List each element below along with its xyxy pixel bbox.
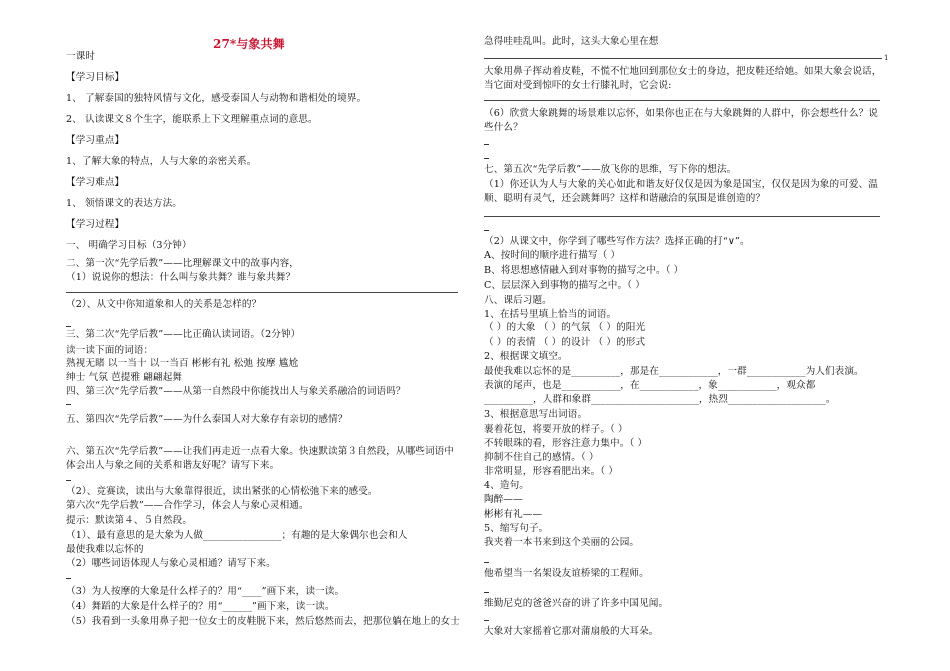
choice-option: A、按时间的顺序进行描写（ ） [484,250,621,261]
text-line: 4、造句。 [484,480,529,491]
text-line: 5、缩写句子。 [484,523,549,534]
text-line: 体会出人与象之间的关系和谐友好呢？请写下来。 [66,460,280,471]
text-line: （6）欣赏大象跳舞的场景难以忘怀，如果你也正在与大象跳舞的人群中，你会想些什么？说 [484,108,878,119]
text-line: （2）、从文中你知道象和人的关系是怎样的？ [66,299,262,310]
text-line: （2）从课文中，你学到了哪些写作方法？选择正确的打“∨”。 [484,236,750,247]
section-heading: 【学习过程】 [66,219,125,230]
text-line: 第六次“先学后教”——合作学习，体会人与象心灵相通。 [66,500,309,511]
vocabulary-line: 熟视无睹 以一当十 以一当百 彬彬有礼 松弛 按摩 尴尬 [66,358,299,369]
text-line: 最使我难以忘怀的 [66,544,144,555]
text-line: 2、 认读课文８个生字，能联系上下文理解重点词的意思。 [66,114,318,125]
text-line: 维勤尼克的爸爸兴奋的讲了许多中国见闻。 [484,598,669,609]
text-line: 急得哇哇乱叫。此时，这头大象心里在想 [484,36,659,47]
text-line: 三、第二次“先学后教”——比正确认读词语。（2分钟） [66,329,301,340]
section-heading: 【学习难点】 [66,177,125,188]
text-line: （2）、竞赛读，读出与大象靠得很近，读出紧张的心情松弛下来的感受。 [66,486,378,497]
text-line: 裹着花包，将要开放的样子。（ ） [484,424,628,435]
text-line: 1、 了解泰国的独特风情与文化，感受泰国人与动物和谐相处的境界。 [66,93,367,104]
text-line: 彬彬有礼—— [484,509,543,520]
answer-line [484,100,880,101]
answer-line [484,216,880,217]
answer-dash [66,578,71,579]
fill-blank-line: （ ）的大象 （ ）的气氛 （ ）的阳光 [484,322,646,333]
choice-option: C、层层深入到事物的描写之中。（ ） [484,280,645,291]
fill-blank-line: （ ）的表情 （ ）的设计 （ ）的形式 [484,337,646,348]
text-line: 1、 领悟课文的表达方法。 [66,198,182,209]
text-line: 不转眼珠的看，形容注意力集中。（ ） [484,438,648,449]
document-title: 27*与象共舞 [213,37,285,51]
text-line: 二、第一次“先学后教”——比理解课文中的故事内容， [66,258,299,269]
text-line: （1）说说你的想法：什么叫与象共舞？谁与象共舞？ [66,272,296,283]
text-line: （2）哪些词语体现人与象心灵相通？请写下来。 [66,558,276,569]
text-line: （5）我看到一头象用鼻子把一位女士的皮鞋脱下来，然后悠然而去，把那位躺在地上的女士 [66,616,460,627]
text-line: 四、第三次“先学后教”——从第一自然段中你能找出人与象关系融洽的词语吗？ [66,386,406,397]
answer-dash [66,404,71,405]
text-line: 我夹着一本书来到这个美丽的公园。 [484,537,640,548]
text-line: 读一读下面的词语： [66,345,154,356]
text-line: 五、第四次“先学后教”——为什么泰国人对大象存有亲切的感情？ [66,414,348,425]
answer-dash [66,326,71,327]
text-line: （3）为人按摩的大象是什么样子的？用“____”画下来，读一读。 [66,586,345,597]
text-line: 他希望当一名架设友谊桥梁的工程师。 [484,568,649,579]
text-line: 六、第五次“先学后教”——让我们再走近一点看大象。快速默读第３自然段，从哪些词语中 [66,446,455,457]
answer-dash [484,230,489,231]
text-line: 一课时 [66,51,96,62]
fill-blank-line: 表演的尾声，也是____________，在____________，象____________，观众都 [484,380,816,391]
text-line: 当它面对受到惊吓的女士行膝礼时，它会说: [484,80,672,91]
answer-dash [484,562,489,563]
text-line: 陶醉—— [484,494,523,505]
answer-dash [66,480,71,481]
text-line: （1）你还认为人与大象的关心如此和谐友好仅仅是因为象是国宝，仅仅是因为象的可爱、温 [484,179,878,190]
answer-line [66,292,458,293]
answer-dash [484,592,489,593]
vocabulary-line: 绅士 气氛 芭提雅 翩翩起舞 [66,372,183,383]
text-line: 1、了解大象的特点，人与大象的亲密关系。 [66,156,257,167]
answer-dash [484,620,489,621]
page-number: 1 [884,54,889,62]
text-line: 七、第五次“先学后教”——放飞你的思维，写下你的想法。 [484,164,737,175]
text-line: （1）、最有意思的是大象为人做________________；有趣的是大象偶尔也会和人 [66,530,408,541]
fill-blank-line: __________，人群和象群______________________，热烈____________________。 [484,394,836,405]
text-line: 大象对大家摇着它那对蒲扇般的大耳朵。 [484,626,659,637]
text-line: 1、在括号里填上恰当的词语。 [484,309,617,320]
text-line: 些什么？ [484,122,523,133]
text-line: 2、根据课文填空。 [484,351,568,362]
text-line: 顺、聪明有灵气，还会跳舞吗？这样和谐融洽的氛围是谁创造的？ [484,193,766,204]
section-heading: 【学习重点】 [66,135,125,146]
choice-option: B、将思想感情融入到对事物的描写之中。（ ） [484,265,684,276]
text-line: 提示：默读第４、５自然段。 [66,515,193,526]
text-line: 大象用鼻子挥动着皮鞋，不慌不忙地回到那位女士的身边，把皮鞋还给她。如果大象会说话， [484,66,882,77]
answer-dash [484,144,489,145]
answer-line [484,58,882,59]
fill-blank-line: 最使我难以忘怀的是__________，那是在____________，一群____________为人们表演。 [484,366,864,377]
section-heading: 【学习目标】 [66,72,125,83]
text-line: （4）舞蹈的大象是什么样子的？用“______”画下来，读一读。 [66,601,335,612]
text-line: 抑制不住自己的感情。（ ） [484,452,599,463]
text-line: 3、根据意思写出词语。 [484,409,588,420]
text-line: 非常明显，形容看肥出来。（ ） [484,466,619,477]
answer-dash [484,158,489,159]
text-line: 一、 明确学习目标（3分钟） [66,240,192,251]
section-heading: 八、课后习题。 [484,295,552,306]
